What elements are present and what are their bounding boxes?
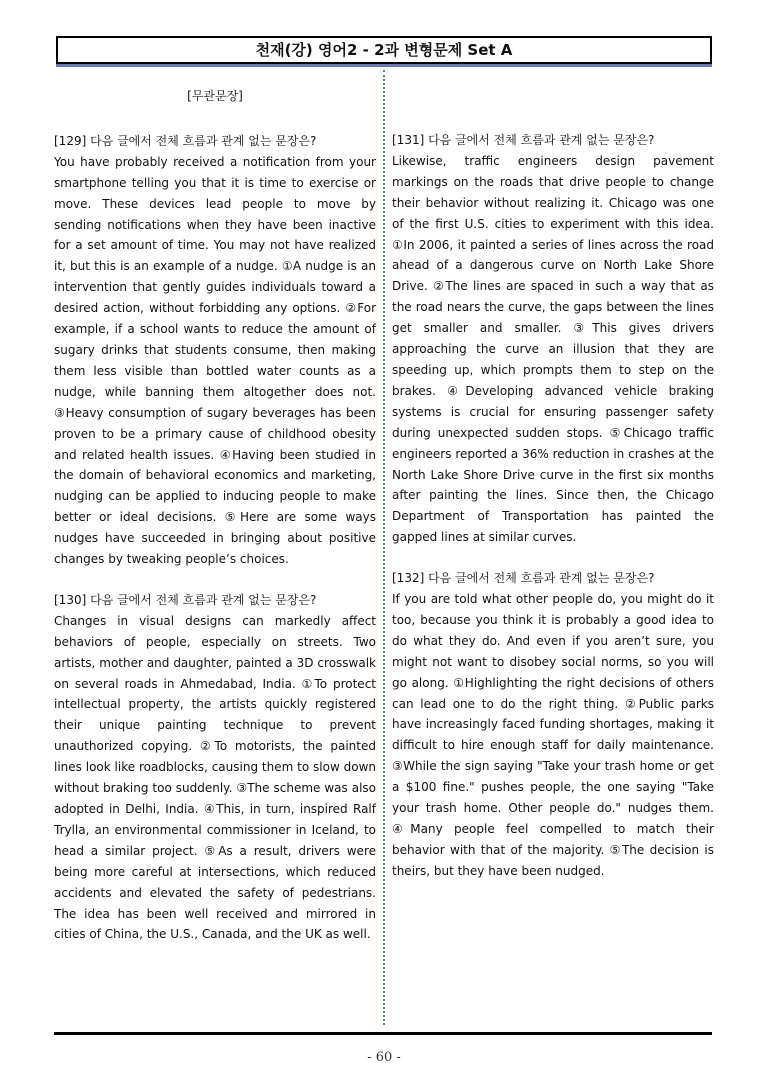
section-label: [무관문장] (187, 89, 243, 103)
question-passage: Likewise, traffic engineers design pavement markings on the roads that drive people to change their behavior without realizing it. Chicago was one of the first U.S. cities to experiment with this idea. ①In 2006, it painted a series of lines across the road ahead of a dangerous curve on North Lake Shore Drive. ②The lines are spaced in such a way that as the road nears the curve, the gaps between the lines get smaller and smaller. ③This gives drivers approaching the curve an illusion that they are speeding up, which prompts them to step on the brakes. ④Developing advanced vehicle braking systems is crucial for ensuring passenger safety during unexpected sudden stops. ⑤Chicago traffic engineers reported a 36% reduction in crashes at the North Lake Shore Drive curve in the first six months after painting the lines. Since then, the Chicago Department of Transportation has painted the gapped lines at similar curves. (392, 153, 714, 545)
question-131 (392, 130, 714, 548)
page-title: 천재(강) 영어2 - 2과 변형문제 Set A (255, 41, 513, 59)
question-132 (392, 568, 714, 882)
question-passage: You have probably received a notification from your smartphone telling you that it is time to exercise or move. These devices lead people to move by sending notifications when they have been inactive for a set amount of time. You may not have realized it, but this is an example of a nudge. ①A nudge is an intervention that gently guides individuals toward a desired action, without forbidding any options. ②For example, if a school wants to reduce the amount of sugary drinks that students consume, then making them less visible than bottled water counts as a nudge, while banning them altogether does not. ③Heavy consumption of sugary beverages has been proven to be a primary cause of childhood obesity and related health issues. ④Having been studied in the domain of behavioral economics and marketing, nudging can be applied to inducing people to make better or ideal decisions. ⑤Here are some ways nudges have succeeded in bringing about positive changes by tweaking people’s choices. (54, 154, 376, 567)
right-column (392, 130, 714, 902)
question-prompt: [130] 다음 글에서 전체 흐름과 관계 없는 문장은? (54, 592, 317, 607)
footer-rule (54, 1032, 712, 1035)
question-passage: Changes in visual designs can markedly affect behaviors of people, especially on streets. Two artists, mother and daughter, painted a 3D crosswalk on several roads in Ahmedabad, India. ①To protect intellectual property, the artists quickly registered their unique painting technique to prevent unauthorized copying. ②To motorists, the painted lines look like roadblocks, causing them to slow down without braking too suddenly. ③The scheme was also adopted in Delhi, India. ④This, in turn, inspired Ralf Trylla, an environmental commissioner in Iceland, to head a similar project. ⑤As a result, drivers were being more careful at intersections, which reduced accidents and elevated the safety of pedestrians. The idea has been well received and mirrored in cities of China, the U.S., Canada, and the UK as well. (54, 613, 376, 942)
question-prompt: [129] 다음 글에서 전체 흐름과 관계 없는 문장은? (54, 133, 317, 148)
header-box (56, 36, 712, 64)
column-divider (383, 70, 385, 1025)
question-prompt: [132] 다음 글에서 전체 흐름과 관계 없는 문장은? (392, 571, 655, 586)
question-prompt: [131] 다음 글에서 전체 흐름과 관계 없는 문장은? (392, 133, 655, 147)
page-number: - 60 - (367, 1050, 401, 1065)
left-column (54, 86, 376, 965)
question-130 (54, 590, 376, 945)
question-129 (54, 131, 376, 570)
question-passage: If you are told what other people do, you might do it too, because you think it is probably a good idea to do what they do. And even if you aren’t sure, you might not want to disobey social norms, so you will go along. ①Highlighting the right decisions of others can lead one to do the right thing. ②Public parks have increasingly faced funding shortages, making it difficult to hire enough staff for daily maintenance. ③While the sign saying "Take your trash home or get a $100 fine." pushes people, the one saying "Take your trash home. Other people do." nudges them. ④Many people feel compelled to match their behavior with that of the majority. ⑤The decision is theirs, but they have been nudged. (392, 592, 714, 878)
